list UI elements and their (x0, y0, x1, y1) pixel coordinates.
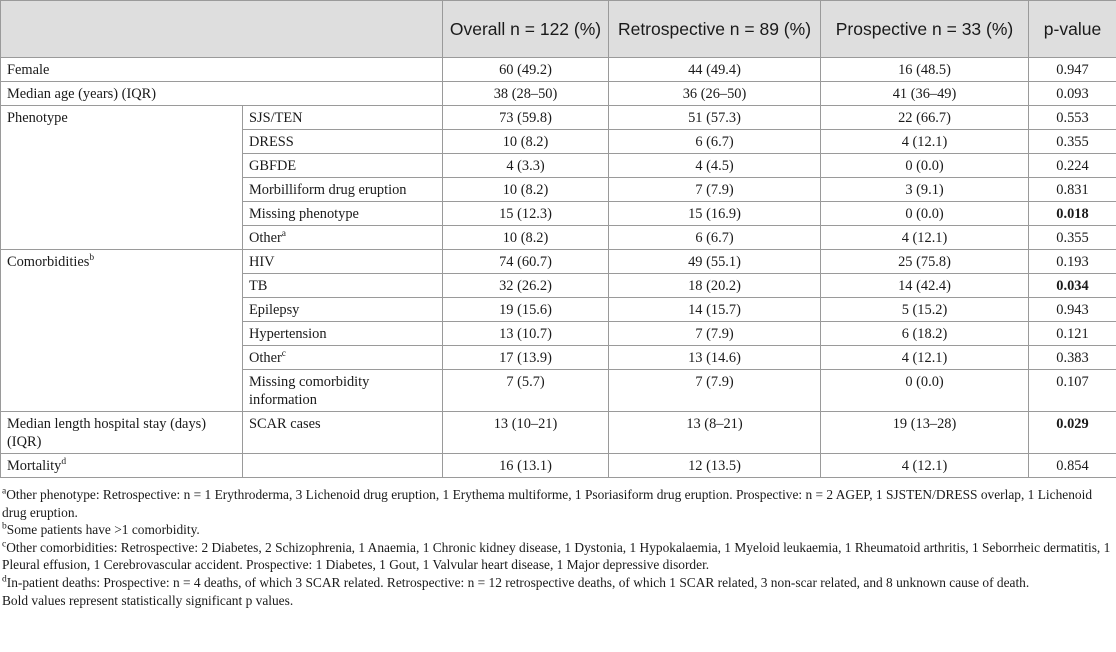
cell-prospective: 4 (12.1) (821, 130, 1029, 154)
header-retrospective: Retrospective n = 89 (%) (609, 1, 821, 58)
header-overall: Overall n = 122 (%) (443, 1, 609, 58)
cell-pvalue: 0.831 (1029, 178, 1116, 202)
cell-overall: 4 (3.3) (443, 154, 609, 178)
cell-overall: 60 (49.2) (443, 58, 609, 82)
footnote-text: Some patients have >1 comorbidity. (6, 522, 200, 538)
table-row (1, 106, 1116, 130)
footnote-text: In-patient deaths: Prospective: n = 4 deaths, of which 3 SCAR related. Retrospective: n = 12 retrospective deaths, of which 1 SCAR related, 3 non-scar related, and 8 unknown cause of death. (6, 574, 1030, 590)
cell-prospective: 22 (66.7) (821, 106, 1029, 130)
cell-pvalue: 0.121 (1029, 322, 1116, 346)
cell-prospective: 0 (0.0) (821, 370, 1029, 412)
cell-overall: 15 (12.3) (443, 202, 609, 226)
row-label: Median age (years) (IQR) (1, 82, 443, 106)
header-prospective: Prospective n = 33 (%) (821, 1, 1029, 58)
cell-overall: 17 (13.9) (443, 346, 609, 370)
sub-label (243, 226, 443, 250)
header-row (1, 1, 1116, 58)
header-pvalue: p-value (1029, 1, 1116, 58)
cell-retrospective: 13 (14.6) (609, 346, 821, 370)
footnote-marker: c (281, 349, 286, 360)
cell-overall: 74 (60.7) (443, 250, 609, 274)
cell-retrospective: 49 (55.1) (609, 250, 821, 274)
sub-label (243, 346, 443, 370)
cell-pvalue: 0.355 (1029, 130, 1116, 154)
group-label-phenotype: Phenotype (1, 106, 243, 250)
cell-pvalue: 0.107 (1029, 370, 1116, 412)
cell-prospective: 4 (12.1) (821, 226, 1029, 250)
cell-overall: 10 (8.2) (443, 178, 609, 202)
table-row (1, 412, 1116, 454)
cell-retrospective: 18 (20.2) (609, 274, 821, 298)
cell-pvalue-significant: 0.018 (1029, 202, 1116, 226)
footnote-mark: b (2, 521, 7, 532)
cell-overall: 7 (5.7) (443, 370, 609, 412)
footnote-text: Other comorbidities: Retrospective: 2 Diabetes, 2 Schizophrenia, 1 Anaemia, 1 Chronic kidney disease, 1 Dystonia, 1 Hypokalaemia, 1 Myeloid leukaemia, 1 Rheumatoid arthritis, 1 Seborrheic dermatitis, 1 Pleural effusion, 1 Cerebrovascular accident. Prospective: 1 Diabetes, 1 Gout, 1 Valvular heart disease, 1 Major depressive disorder. (2, 539, 1111, 573)
cell-overall: 10 (8.2) (443, 226, 609, 250)
cell-retrospective: 6 (6.7) (609, 130, 821, 154)
cell-pvalue: 0.854 (1029, 454, 1116, 478)
cell-retrospective: 13 (8–21) (609, 412, 821, 454)
cell-retrospective: 12 (13.5) (609, 454, 821, 478)
cell-retrospective: 6 (6.7) (609, 226, 821, 250)
cell-prospective: 16 (48.5) (821, 58, 1029, 82)
cell-prospective: 5 (15.2) (821, 298, 1029, 322)
cell-prospective: 0 (0.0) (821, 202, 1029, 226)
cell-overall: 16 (13.1) (443, 454, 609, 478)
cell-pvalue-significant: 0.029 (1029, 412, 1116, 454)
sub-label: GBFDE (243, 154, 443, 178)
cell-overall: 32 (26.2) (443, 274, 609, 298)
footnote-a (2, 486, 1116, 521)
cell-overall: 19 (15.6) (443, 298, 609, 322)
sub-label: DRESS (243, 130, 443, 154)
sub-label: Missing comorbidity information (243, 370, 443, 412)
bold-values-note: Bold values represent statistically significant p values. (2, 592, 294, 608)
footnote-mark: a (2, 486, 7, 497)
cell-retrospective: 7 (7.9) (609, 178, 821, 202)
header-blank (1, 1, 443, 58)
sub-label: Hypertension (243, 322, 443, 346)
cell-pvalue: 0.383 (1029, 346, 1116, 370)
group-label-comorbidities (1, 250, 243, 412)
sub-label: Missing phenotype (243, 202, 443, 226)
footnote-b (2, 521, 1116, 539)
cell-prospective: 4 (12.1) (821, 346, 1029, 370)
cell-overall: 73 (59.8) (443, 106, 609, 130)
cell-pvalue-significant: 0.034 (1029, 274, 1116, 298)
footnote-marker: a (281, 229, 286, 240)
cell-retrospective: 4 (4.5) (609, 154, 821, 178)
sub-label-text: Other (249, 230, 282, 246)
sub-label (243, 454, 443, 478)
cell-retrospective: 36 (26–50) (609, 82, 821, 106)
footnote-c (2, 539, 1116, 574)
cell-retrospective: 14 (15.7) (609, 298, 821, 322)
cell-retrospective: 7 (7.9) (609, 370, 821, 412)
row-label: Female (1, 58, 443, 82)
sub-label-text: Other (249, 350, 282, 366)
footnote-text: Other phenotype: Retrospective: n = 1 Erythroderma, 3 Lichenoid drug eruption, 1 Erythema multiforme, 1 Psoriasiform drug eruption. Prospective: n = 2 AGEP, 1 SJSTEN/DRESS overlap, 1 Lichenoid drug eruption. (2, 487, 1093, 520)
sub-label: HIV (243, 250, 443, 274)
cell-overall: 13 (10.7) (443, 322, 609, 346)
cell-overall: 10 (8.2) (443, 130, 609, 154)
cell-prospective: 19 (13–28) (821, 412, 1029, 454)
row-label (1, 454, 243, 478)
table-row (1, 58, 1116, 82)
cell-retrospective: 44 (49.4) (609, 58, 821, 82)
footnote-marker: b (89, 253, 95, 264)
table-row (1, 250, 1116, 274)
sub-label: SJS/TEN (243, 106, 443, 130)
sub-label: Morbilliform drug eruption (243, 178, 443, 202)
footnote-mark: d (2, 574, 7, 585)
footnote-marker: d (61, 457, 67, 468)
cell-prospective: 14 (42.4) (821, 274, 1029, 298)
cell-prospective: 3 (9.1) (821, 178, 1029, 202)
cell-pvalue: 0.553 (1029, 106, 1116, 130)
cell-pvalue: 0.943 (1029, 298, 1116, 322)
cell-retrospective: 15 (16.9) (609, 202, 821, 226)
row-label: Median length hospital stay (days) (IQR) (1, 412, 243, 454)
row-label-text: Mortality (7, 458, 62, 474)
cell-prospective: 6 (18.2) (821, 322, 1029, 346)
cell-pvalue: 0.355 (1029, 226, 1116, 250)
cell-pvalue: 0.193 (1029, 250, 1116, 274)
table-row (1, 454, 1116, 478)
cell-pvalue: 0.093 (1029, 82, 1116, 106)
cell-prospective: 41 (36–49) (821, 82, 1029, 106)
cell-prospective: 4 (12.1) (821, 454, 1029, 478)
sub-label: SCAR cases (243, 412, 443, 454)
cell-prospective: 0 (0.0) (821, 154, 1029, 178)
cell-retrospective: 51 (57.3) (609, 106, 821, 130)
footnotes (0, 486, 1116, 609)
cell-pvalue: 0.947 (1029, 58, 1116, 82)
group-label-text: Comorbidities (7, 254, 90, 270)
sub-label: TB (243, 274, 443, 298)
table-row (1, 82, 1116, 106)
cell-retrospective: 7 (7.9) (609, 322, 821, 346)
sub-label: Epilepsy (243, 298, 443, 322)
cell-overall: 38 (28–50) (443, 82, 609, 106)
cell-prospective: 25 (75.8) (821, 250, 1029, 274)
cell-overall: 13 (10–21) (443, 412, 609, 454)
footnote-mark: c (2, 539, 7, 550)
cell-pvalue: 0.224 (1029, 154, 1116, 178)
footnote-d (2, 574, 1116, 592)
